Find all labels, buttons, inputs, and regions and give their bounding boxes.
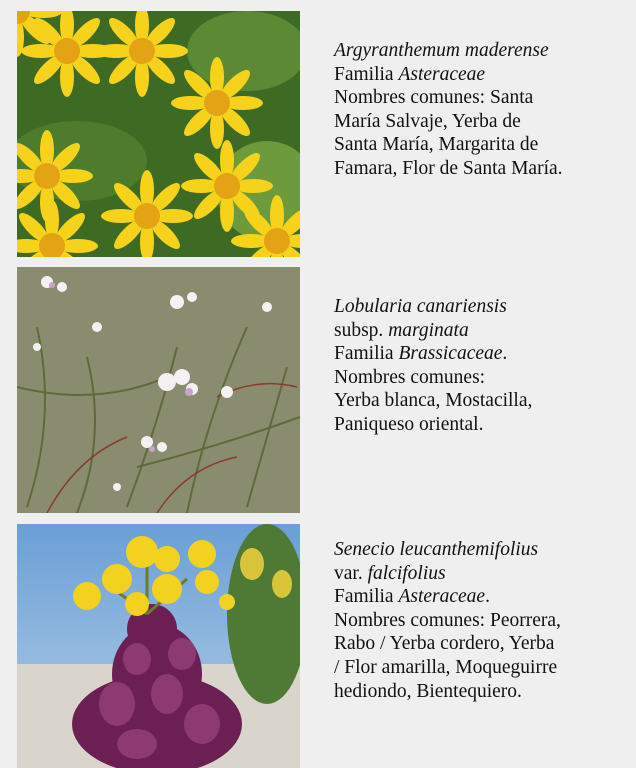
- plant-caption-2: [334, 295, 624, 437]
- family-name: Brassicaceae: [398, 343, 503, 365]
- family-name: Asteraceae: [398, 586, 486, 608]
- common-names-line: Nombres comunes: Peorrera,: [334, 609, 561, 631]
- family-label: Familia: [334, 63, 399, 85]
- family-suffix: .: [502, 343, 508, 365]
- common-names-line: Famara, Flor de Santa María.: [334, 157, 563, 179]
- common-names-line: Nombres comunes:: [334, 366, 486, 388]
- common-names-line: hediondo, Bientequiero.: [334, 680, 522, 702]
- plant-caption-3: [334, 538, 624, 703]
- family-suffix: .: [485, 586, 490, 608]
- white-small-flowers-shrub-photo: [17, 267, 300, 513]
- common-names-line: / Flor amarilla, Moqueguirre: [334, 656, 558, 678]
- species-name: Argyranthemum maderense: [334, 40, 549, 61]
- family-label: Familia: [334, 343, 399, 365]
- yellow-daisy-flowers-photo: [17, 11, 300, 257]
- species-name: Lobularia canariensis: [334, 296, 507, 317]
- subspecies-name: marginata: [388, 319, 469, 341]
- common-names-line: Santa María, Margarita de: [334, 134, 539, 156]
- common-names-line: Paniqueso oriental.: [334, 413, 484, 435]
- subspecies-label: subsp.: [334, 319, 389, 341]
- common-names-line: Nombres comunes: Santa: [334, 87, 534, 109]
- family-label: Familia: [334, 586, 399, 608]
- species-name: Senecio leucanthemifolius: [334, 539, 539, 560]
- purple-succulent-yellow-flowers-photo: [17, 524, 300, 768]
- plant-caption-1: [334, 39, 624, 181]
- common-names-line: María Salvaje, Yerba de: [334, 110, 521, 132]
- variety-label: var.: [334, 562, 368, 584]
- common-names-line: Yerba blanca, Mostacilla,: [334, 390, 533, 412]
- family-name: Asteraceae: [398, 63, 486, 85]
- variety-name: falcifolius: [367, 562, 446, 584]
- common-names-line: Rabo / Yerba cordero, Yerba: [334, 633, 555, 655]
